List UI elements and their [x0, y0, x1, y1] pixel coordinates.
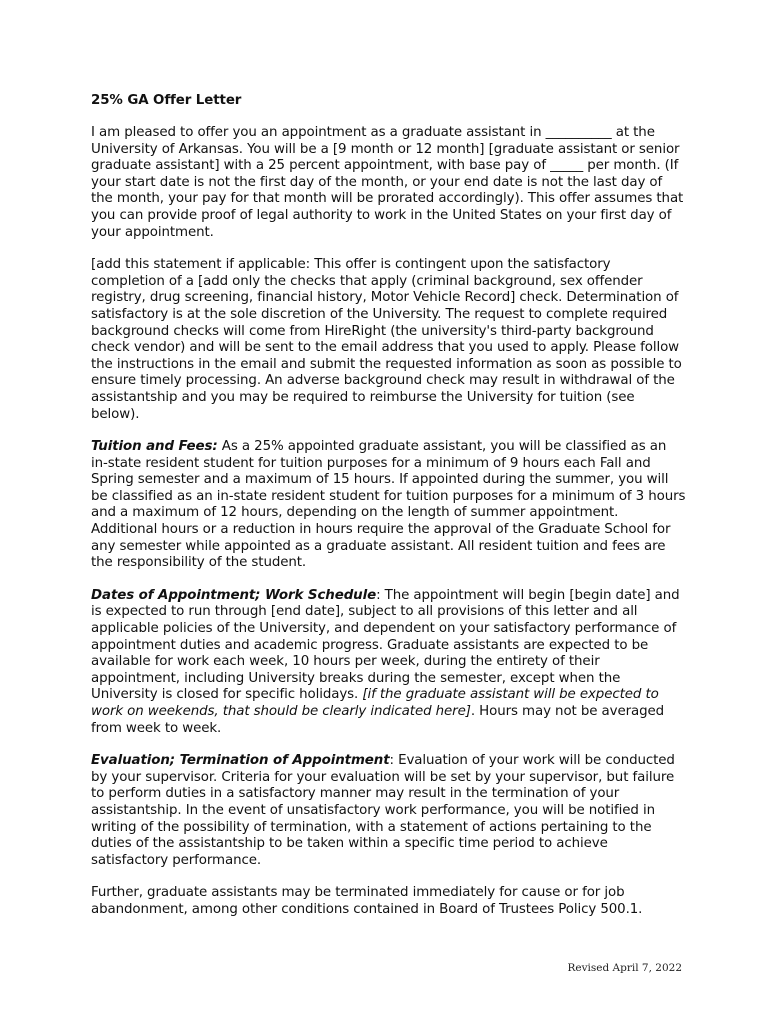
dates-of-appointment-heading: Dates of Appointment; Work Schedule: [91, 587, 377, 603]
background-check-paragraph: [add this statement if applicable: This offer is contingent upon the satisfactory completion of a [add only the checks that apply (criminal background, sex offender registry, drug screening, financial history, Motor Vehicle Record] check. Determination of satisfactory is at the sole discretion of the University. The request to complete required background checks will come from HireRight (the university's third-party background check vendor) and will be sent to the email address that you used to apply. Please follow the instructions in the email and submit the requested information as soon as possible to ensure timely processing. An adverse background check may result in withdrawal of the assistantship and you may be required to reimburse the University for tuition (see below).: [91, 257, 682, 422]
tuition-fees-heading: Tuition and Fees:: [91, 439, 218, 455]
tuition-fees-section: [91, 439, 687, 572]
dates-of-appointment-text: : The appointment will begin [begin date] and is expected to run through [end date], subject to all provisions of this letter and all applicable policies of the University, and dependent on your satisfactory performance of appointment duties and academic progress. Graduate assistants are expected to be available for work each week, 10 hours per week, during the entirety of their appointment, including University breaks during the semester, except when the University is closed for specific holidays.: [91, 587, 680, 703]
offer-letter-document: [91, 92, 687, 935]
tuition-fees-text: As a 25% appointed graduate assistant, you will be classified as an in-state resident student for tuition purposes for a minimum of 9 hours each Fall and Spring semester and a maximum of 15 hours. If appointed during the summer, you will be classified as an in-state resident student for tuition purposes for a minimum of 3 hours and a maximum of 12 hours, depending on the length of summer appointment. Additional hours or a reduction in hours require the approval of the Graduate School for any semester while appointed as a graduate assistant. All resident tuition and fees are the responsibility of the student.: [91, 439, 686, 571]
termination-cause-paragraph: Further, graduate assistants may be terminated immediately for cause or for job abandonment, among other conditions contained in Board of Trustees Policy 500.1.: [91, 885, 643, 917]
evaluation-termination-heading: Evaluation; Termination of Appointment: [91, 753, 390, 769]
dates-of-appointment-tail: . Hours may not be averaged from week to week.: [91, 704, 665, 736]
evaluation-termination-text: : Evaluation of your work will be conducted by your supervisor. Criteria for your evaluation will be set by your supervisor, but failure to perform duties in a satisfactory manner may result in the termination of your assistantship. In the event of unsatisfactory work performance, you will be notified in writing of the possibility of termination, with a statement of actions pertaining to the duties of the assistantship to be taken within a specific time period to achieve satisfactory performance.: [91, 753, 675, 868]
revision-date-footer: Revised April 7, 2022: [567, 962, 682, 974]
evaluation-termination-section: [91, 753, 687, 869]
document-title: 25% GA Offer Letter: [91, 93, 242, 108]
appointment-paragraph: I am pleased to offer you an appointment as a graduate assistant in __________ at the University of Arkansas. You will be a [9 month or 12 month] [graduate assistant or senior graduate assistant] with a 25 percent appointment, with base pay of _____ per month. (If your start date is not the first day of the month, or your end date is not the last day of the month, your pay for that month will be prorated accordingly). This offer assumes that you can provide proof of legal authority to work in the United States on your first day of your appointment.: [91, 125, 684, 240]
weekend-work-note: [if the graduate assistant will be expected to work on weekends, that should be clearly indicated here]: [91, 687, 659, 719]
dates-of-appointment-section: [91, 588, 687, 737]
